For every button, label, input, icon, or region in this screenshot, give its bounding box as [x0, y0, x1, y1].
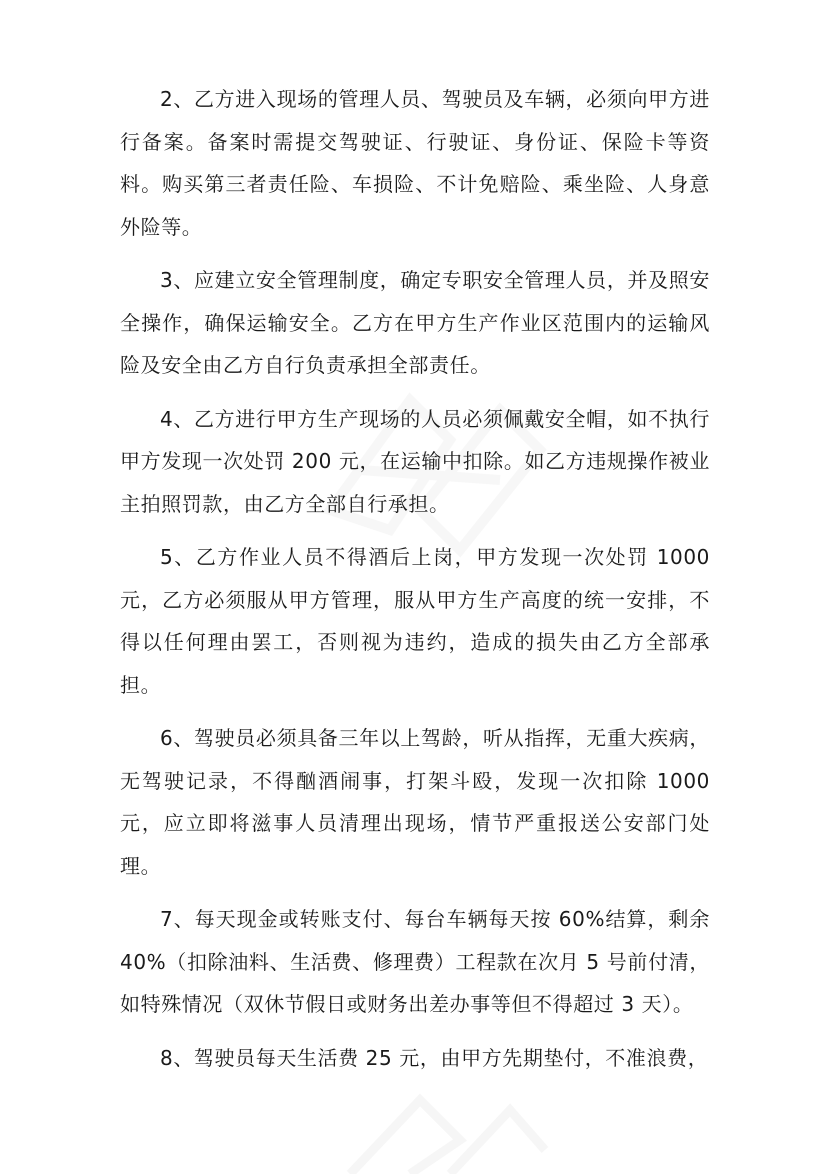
clause-2: 2、乙方进入现场的管理人员、驾驶员及车辆，必须向甲方进行备案。备案时需提交驾驶证、行驶证、身份证、保险卡等资料。购买第三者责任险、车损险、不计免赔险、乘坐险、人身意外险等。: [120, 87, 710, 239]
clause-8: 8、驾驶员每天生活费 25 元，由甲方先期垫付，不准浪费，: [160, 1045, 709, 1070]
clause-4: 4、乙方进行甲方生产现场的人员必须佩戴安全帽，如不执行甲方发现一次处罚 200 元，在运输中扣除。如乙方违规操作被业主拍照罚款，由乙方全部自行承担。: [120, 406, 710, 516]
document-body: [120, 78, 710, 1090]
clause-3: 3、应建立安全管理制度，确定专职安全管理人员，并及照安全操作，确保运输安全。乙方在甲方生产作业区范围内的运输风险及安全由乙方自行负责承担全部责任。: [120, 268, 710, 377]
watermark-corner-icon: [330, 1080, 550, 1174]
clause-5: 5、乙方作业人员不得酒后上岗，甲方发现一次处罚 1000 元，乙方必须服从甲方管理，服从甲方生产高度的统一安排，不得以任何理由罢工，否则视为违约，造成的损失由乙方全部承担。: [120, 545, 710, 697]
clause-7: 7、每天现金或转账支付、每台车辆每天按 60%结算，剩余 40%（扣除油料、生活费、修理费）工程款在次月 5 号前付清，如特殊情况（双休节假日或财务出差办事等但不得超过 3 天）。: [120, 907, 710, 1016]
clause-6: 6、驾驶员必须具备三年以上驾龄，听从指挥，无重大疾病，无驾驶记录，不得酗酒闹事，打架斗殴，发现一次扣除 1000 元，应立即将滋事人员清理出现场，情节严重报送公安部门处理。: [120, 726, 710, 878]
